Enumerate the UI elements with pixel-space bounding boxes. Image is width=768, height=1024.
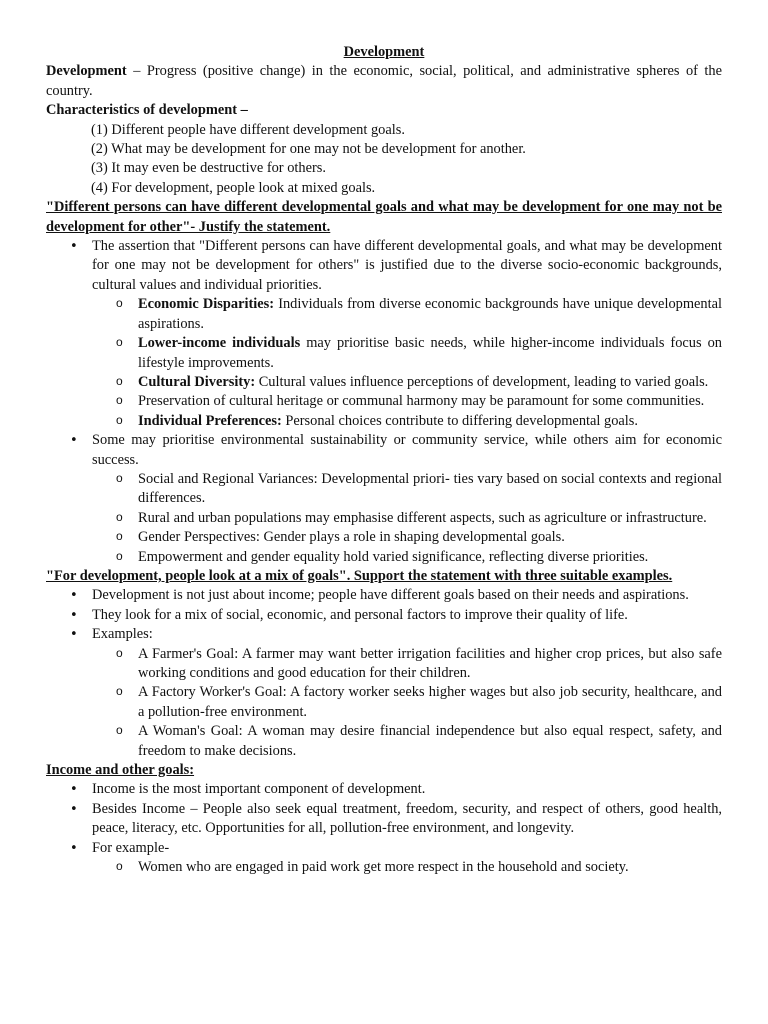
question-1-heading: "Different persons can have different developmental goals and what may be development for one may not be development for other"- Justify the statement.	[46, 199, 722, 235]
list-item: • Development is not just about income; people have different goals based on their needs and aspirations.	[46, 586, 722, 605]
list-item	[46, 839, 722, 878]
sub-list-item: o Social and Regional Variances: Developmental priori- ties vary based on social contexts and regional differences.	[92, 470, 722, 509]
sub-list-item: o A Farmer's Goal: A farmer may want better irrigation facilities and higher crop prices, but also safe working conditions and good education for their children.	[92, 645, 722, 684]
sub-list-item: o Empowerment and gender equality hold varied significance, reflecting diverse priorities.	[92, 548, 722, 567]
sub-item-text: Individuals from diverse economic backgrounds have unique developmental aspirations.	[138, 296, 722, 332]
income-heading: Income and other goals:	[46, 762, 195, 779]
sub-item-term: Individual Preferences:	[138, 412, 282, 429]
sub-list-item: o Women who are engaged in paid work get more respect in the household and society.	[92, 858, 722, 877]
definition-term: Development	[46, 63, 127, 80]
bullet-text: The assertion that "Different persons can have different developmental goals, and what may be development for one may not be development for others" is justified due to the diverse socio-economic backgrounds, cultural values and individual priorities.	[92, 238, 722, 293]
sub-item-text: Preservation of cultural heritage or communal harmony may be paramount for some communities.	[138, 393, 705, 410]
sub-list-item	[92, 373, 722, 392]
list-item: • They look for a mix of social, economic, and personal factors to improve their quality of life.	[46, 606, 722, 625]
characteristic-item: (2) What may be development for one may not be development for another.	[91, 141, 526, 158]
characteristics-heading: Characteristics of development –	[46, 102, 248, 119]
sub-item-term: Economic Disparities:	[138, 296, 275, 313]
sub-list-item	[92, 392, 722, 411]
sub-list	[92, 295, 722, 431]
sub-list	[92, 858, 722, 877]
page-title: Development	[343, 44, 425, 60]
list-item: • Besides Income – People also seek equal treatment, freedom, security, and respect of others, good health, peace, literacy, etc. Opportunities for all, pollution-free environment, and longevity.	[46, 800, 722, 839]
sub-list-item: o A Factory Worker's Goal: A factory worker seeks higher wages but also job security, healthcare, and a pollution-free environment.	[92, 683, 722, 722]
characteristic-item: (4) For development, people look at mixed goals.	[91, 179, 376, 196]
definition-text: – Progress (positive change) in the economic, social, political, and administrative spheres of the country.	[46, 63, 722, 99]
list-item: • Income is the most important component of development.	[46, 780, 722, 799]
question-2-heading: "For development, people look at a mix of goals". Support the statement with three suitable examples.	[46, 567, 673, 584]
characteristic-item: (1) Different people have different development goals.	[91, 121, 405, 138]
question-1-list	[46, 237, 722, 567]
income-list	[46, 780, 722, 877]
sub-item-text: may prioritise basic needs, while higher-income individuals focus on lifestyle improvements.	[138, 335, 722, 371]
sub-list-item: o Rural and urban populations may emphasise different aspects, such as agriculture or infrastructure.	[92, 509, 722, 528]
bullet-text: Examples:	[92, 626, 153, 643]
sub-item-text: Cultural values influence perceptions of development, leading to varied goals.	[255, 373, 709, 390]
characteristic-item: (3) It may even be destructive for others.	[91, 160, 326, 177]
bullet-text: For example-	[92, 839, 170, 856]
sub-item-term: Lower-income individuals	[138, 335, 301, 352]
list-item	[46, 431, 722, 567]
sub-list-item	[92, 295, 722, 334]
sub-list-item: o A Woman's Goal: A woman may desire financial independence but also equal respect, safety, and freedom to make decisions.	[92, 722, 722, 761]
sub-item-term: Cultural Diversity:	[138, 373, 256, 390]
sub-list-item	[92, 412, 722, 431]
sub-list	[92, 470, 722, 567]
document-page	[46, 43, 722, 877]
list-item	[46, 625, 722, 761]
bullet-text: Some may prioritise environmental sustainability or community service, while others aim for economic success.	[92, 432, 722, 468]
sub-list-item	[92, 334, 722, 373]
sub-item-text: Personal choices contribute to differing developmental goals.	[281, 412, 638, 429]
sub-list-item: o Gender Perspectives: Gender plays a role in shaping developmental goals.	[92, 528, 722, 547]
sub-list	[92, 645, 722, 761]
definition-paragraph	[46, 62, 722, 101]
question-2-list	[46, 586, 722, 761]
list-item	[46, 237, 722, 431]
